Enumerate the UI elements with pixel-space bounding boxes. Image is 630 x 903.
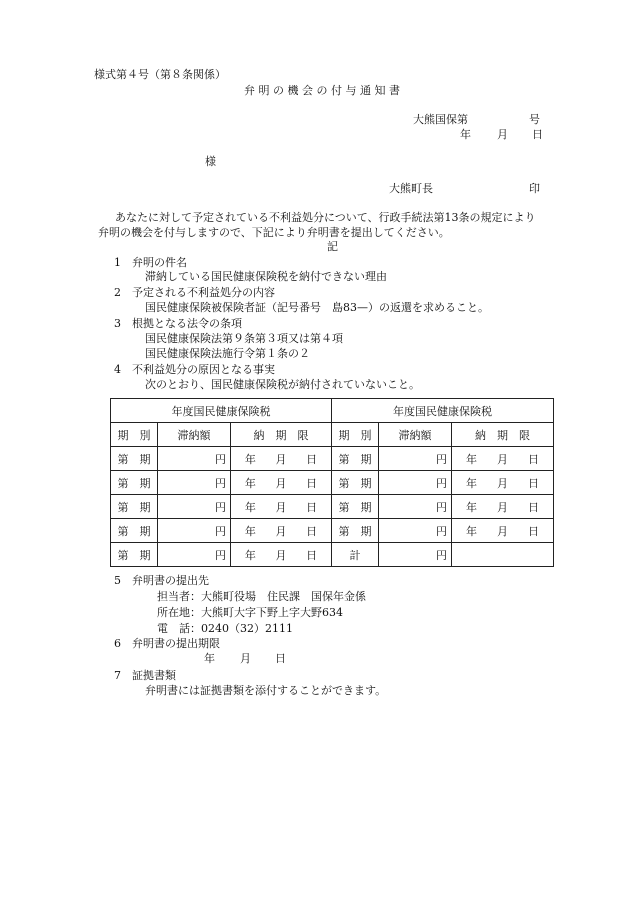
table-row: [111, 471, 554, 495]
table-row: [111, 447, 554, 471]
due-date-cell: 年 月 日: [452, 519, 554, 543]
due-date-cell: 年 月 日: [231, 471, 332, 495]
amount-cell: 円: [379, 447, 452, 471]
col-due-header: 納 期 限: [231, 423, 332, 447]
period-cell: 第 期: [332, 447, 379, 471]
col-due-header: 納 期 限: [452, 423, 554, 447]
addressee-suffix: 様: [205, 155, 216, 168]
reference-label: 大熊国保第: [413, 113, 468, 126]
table-column-header-row: [111, 423, 554, 447]
period-cell: 第 期: [111, 543, 158, 567]
contact-address: 所在地：大熊町大字下野上字大野634: [157, 606, 343, 619]
item-number: 3: [114, 317, 121, 330]
body-paragraph-line1: あなたに対して予定されている不利益処分について、行政手続法第13条の規定により: [115, 211, 536, 224]
period-cell: 第 期: [111, 495, 158, 519]
due-date-cell: 年 月 日: [452, 447, 554, 471]
item-title: 証拠書類: [132, 669, 176, 682]
col-amount-header: 滞納額: [379, 423, 452, 447]
body-paragraph-line2: 弁明の機会を付与しますので、下記により弁明書を提出してください。: [98, 226, 450, 239]
due-date-cell: 年 月 日: [231, 543, 332, 567]
item-title: 弁明の件名: [132, 256, 187, 269]
group-header-right: 年度国民健康保険税: [332, 399, 554, 423]
form-number: 様式第４号（第８条関係）: [94, 68, 226, 81]
due-date-cell: 年 月 日: [452, 471, 554, 495]
arrears-table: [110, 398, 554, 567]
period-cell: 第 期: [111, 519, 158, 543]
period-cell: 第 期: [332, 495, 379, 519]
item-detail: 国民健康保険法第９条第３項又は第４項: [145, 332, 343, 345]
item-number: 7: [114, 669, 121, 682]
deadline-day: 日: [275, 652, 286, 665]
col-period-header: 期 別: [111, 423, 158, 447]
item-title: 予定される不利益処分の内容: [132, 286, 275, 299]
amount-cell: 円: [379, 471, 452, 495]
evidence-note: 弁明書には証拠書類を添付することができます。: [145, 684, 387, 697]
deadline-month: 月: [240, 652, 251, 665]
item-detail: 国民健康保険被保険者証（記号番号 島83—）の返還を求めること。: [145, 301, 489, 314]
item-title: 弁明書の提出先: [132, 574, 209, 587]
item-number: 4: [114, 363, 121, 376]
item-detail: 国民健康保険法施行令第１条の２: [145, 347, 310, 360]
item-number: 5: [114, 574, 121, 587]
amount-cell: 円: [379, 495, 452, 519]
issue-date-month: 月: [497, 128, 508, 141]
contact-person: 担当者：大熊町役場 住民課 国保年金係: [157, 590, 366, 603]
amount-cell: 円: [158, 447, 231, 471]
item-detail: 次のとおり、国民健康保険税が納付されていないこと。: [145, 378, 420, 391]
item-number: 2: [114, 286, 121, 299]
document-title: 弁 明 の 機 会 の 付 与 通 知 書: [244, 84, 400, 97]
col-amount-header: 滞納額: [158, 423, 231, 447]
table-row: [111, 495, 554, 519]
period-cell: 第 期: [332, 471, 379, 495]
period-cell: 第 期: [111, 447, 158, 471]
issue-date-year: 年: [460, 128, 471, 141]
col-period-header: 期 別: [332, 423, 379, 447]
group-header-left: 年度国民健康保険税: [111, 399, 332, 423]
period-cell: 第 期: [111, 471, 158, 495]
amount-cell: 円: [158, 471, 231, 495]
amount-cell: 円: [158, 519, 231, 543]
item-detail: 滞納している国民健康保険税を納付できない理由: [145, 270, 387, 283]
sender-name: 大熊町長: [389, 182, 433, 195]
contact-phone: 電 話：0240（32）2111: [157, 622, 293, 635]
issue-date-day: 日: [532, 128, 543, 141]
deadline-year: 年: [204, 652, 215, 665]
due-date-cell: 年 月 日: [231, 519, 332, 543]
amount-cell: 円: [158, 495, 231, 519]
item-number: 1: [114, 256, 121, 269]
item-title: 根拠となる法令の条項: [132, 317, 242, 330]
table-group-header-row: [111, 399, 554, 423]
item-title: 不利益処分の原因となる事実: [132, 363, 275, 376]
due-date-cell: 年 月 日: [452, 495, 554, 519]
reference-suffix: 号: [529, 113, 540, 126]
total-label-cell: 計: [332, 543, 379, 567]
due-date-cell: 年 月 日: [231, 447, 332, 471]
table-row: [111, 543, 554, 567]
due-date-cell: 年 月 日: [231, 495, 332, 519]
seal-mark: 印: [529, 182, 540, 195]
amount-cell: 円: [158, 543, 231, 567]
table-row: [111, 519, 554, 543]
item-number: 6: [114, 637, 121, 650]
total-amount-cell: 円: [379, 543, 452, 567]
period-cell: 第 期: [332, 519, 379, 543]
ki-heading: 記: [327, 240, 338, 253]
item-title: 弁明書の提出期限: [132, 637, 220, 650]
amount-cell: 円: [379, 519, 452, 543]
empty-cell: [452, 543, 554, 567]
